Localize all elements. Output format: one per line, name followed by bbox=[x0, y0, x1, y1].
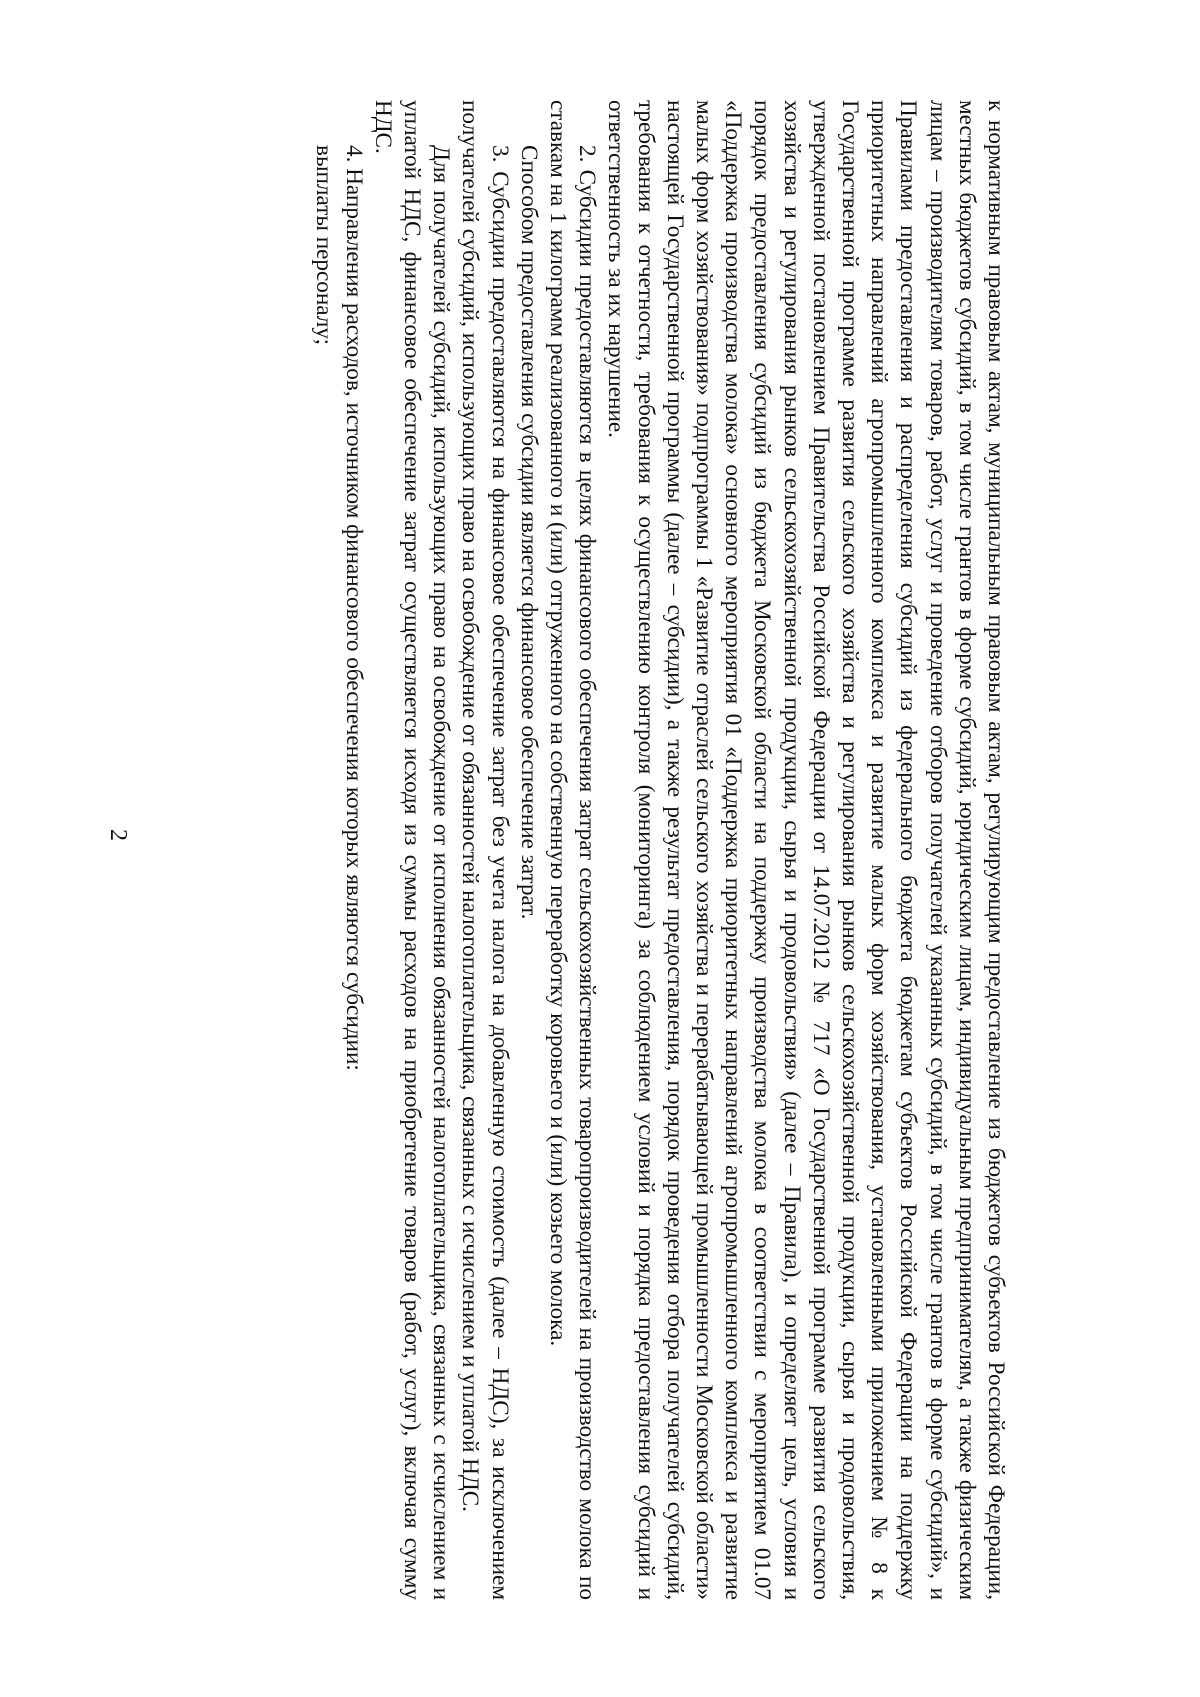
paragraph: 2. Субсидии предоставляются в целях финансового обеспечения затрат сельскохозяйственных товаропроизводителей на производство молока по ставкам на 1 килограмм реализованного и (или) отгруженного на собственную переработку коровьего и (или) козьего молока. bbox=[544, 100, 601, 1600]
paragraph: Для получателей субсидий, использующих право на освобождение от исполнения обязанностей налогоплательщика, связанных с исчислением и уплатой НДС, финансовое обеспечение затрат осуществляется исходя из суммы расходов на приобретение товаров (работ, услуг), включая сумму НДС. bbox=[369, 100, 455, 1600]
body-text bbox=[110, 100, 1010, 1600]
rotated-text-container bbox=[110, 100, 1010, 1600]
paragraph: 4. Направления расходов, источником финансового обеспечения которых являются субсидии: bbox=[340, 145, 367, 1071]
paragraph: выплаты персоналу; bbox=[311, 145, 338, 346]
paragraph: Способом предоставления субсидии является финансовое обеспечение затрат. bbox=[515, 145, 542, 920]
paragraph: 3. Субсидии предоставляются на финансовое обеспечение затрат без учета налога на добавленную стоимость (далее – НДС), за исключением получателей субсидий, использующих право на освобождение от обязанностей налогоплательщика, связанных с исчислением и уплатой НДС. bbox=[457, 100, 513, 1600]
paragraph: к нормативным правовым актам, муниципальным правовым актам, регулирующим предоставление из бюджетов субъектов Российской Федерации, местных бюджетов субсидий, в том числе грантов в форме субсидий, юридическим лицам, индивидуальным предпринимателям, а также физическим лицам – производителям товаров, работ, услуг и проведение отборов получателей указанных субсидий, в том числе грантов в форме субсидий», и Правилами предоставления и распределения субсидий из федерального бюджета бюджетам субъектов Российской Федерации на поддержку приоритетных направлений агропромышленного комплекса и развитие малых форм хозяйствования, установленными приложением № 8 к Государственной программе развития сельского хозяйства и регулирования рынков сельскохозяйственной продукции, сырья и продовольствия, утвержденной постановлением Правительства Российской Федерации от 14.07.2012 № 717 «О Государственной программе развития сельского хозяйства и регулирования рынков сельскохозяйственной продукции, сырья и продовольствия» (далее – Правила), и определяет цель, условия и порядок предоставления субсидий из бюджета Московской области на поддержку производства молока в соответствии с мероприятием 01.07 «Поддержка производства молока» основного мероприятия 01 «Поддержка приоритетных направлений агропромышленного комплекса и развитие малых форм хозяйствования» подпрограммы 1 «Развитие отраслей сельского хозяйства и перерабатывающей промышленности Московской области» настоящей Государственной программы (далее – субсидии), а также результат предоставления, порядок проведения отбора получателей субсидий, требования к отчетности, требования к осуществлению контроля (мониторинга) за соблюдением условий и порядка предоставления субсидий и ответственность за их нарушение. bbox=[603, 100, 1009, 1600]
page-number: 2 bbox=[105, 829, 131, 841]
